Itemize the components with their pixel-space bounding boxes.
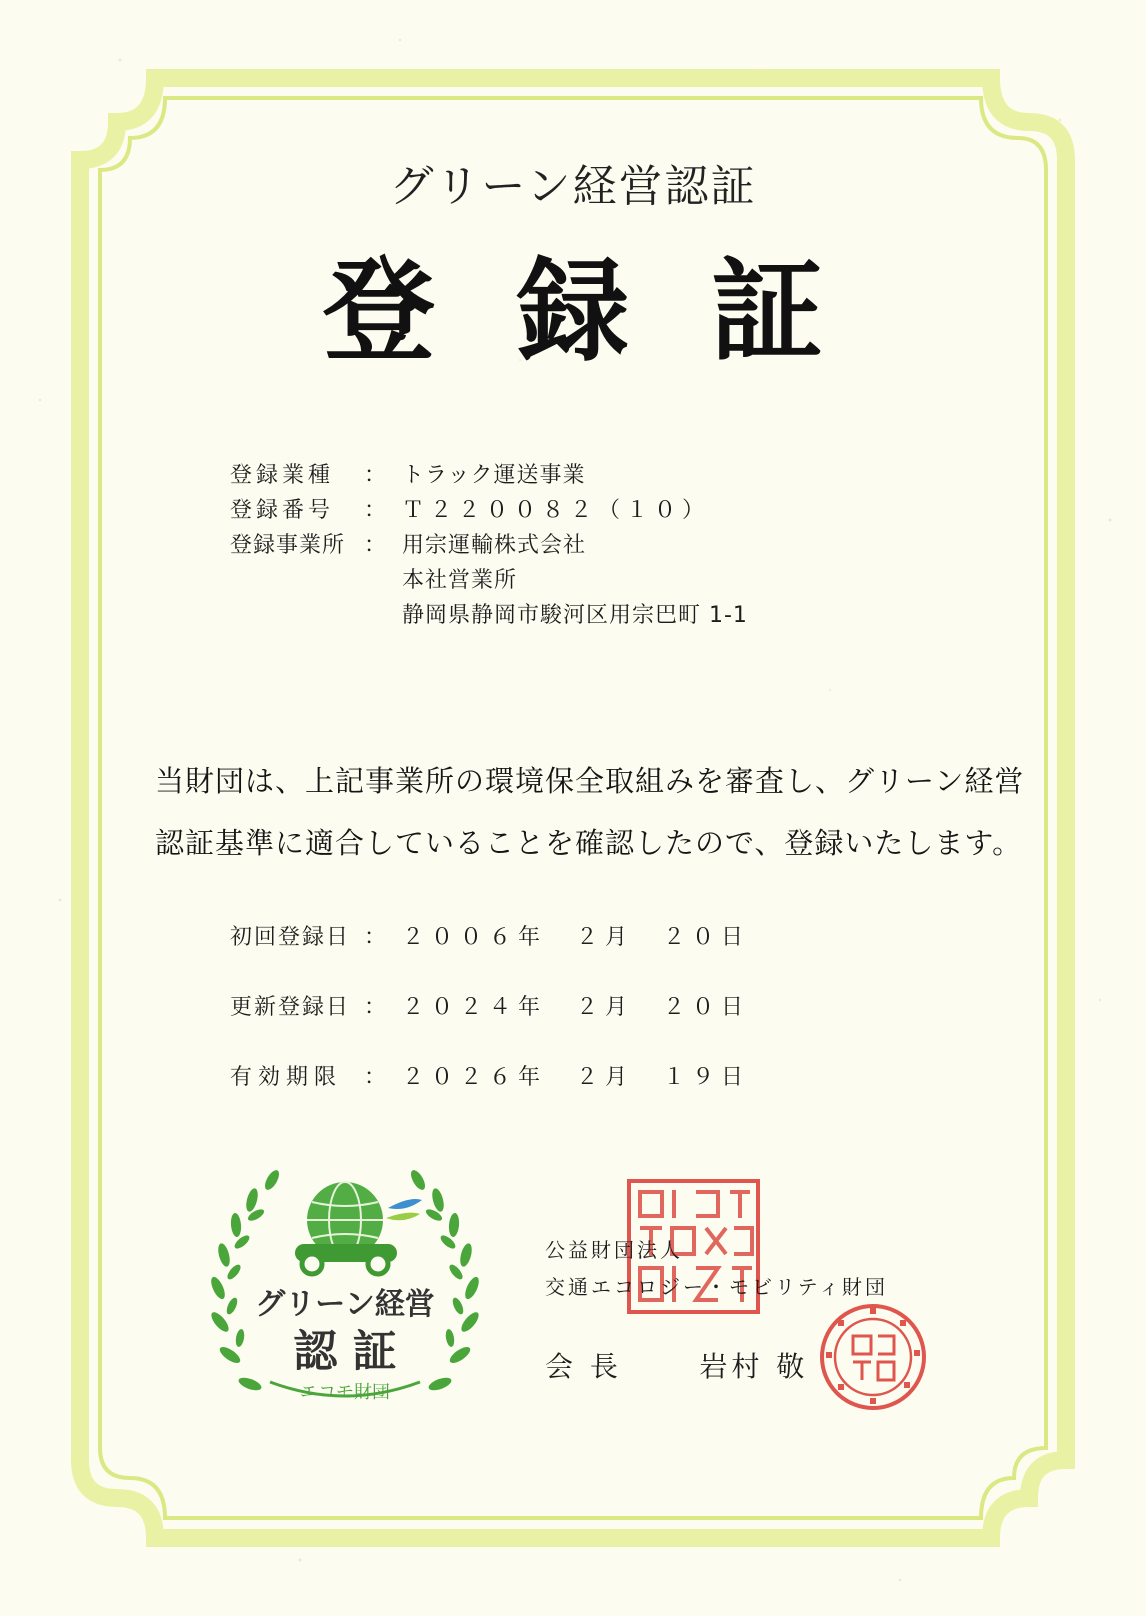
issuer-type: 公益財団法人	[545, 1238, 683, 1262]
emblem-ribbon-text: エコモ財団	[300, 1382, 390, 1403]
issuer-name: 交通エコロジー・モビリティ財団	[545, 1275, 888, 1299]
office-address-line: 静岡県静岡市駿河区用宗巴町 1-1	[402, 603, 748, 628]
emblem-label-1: グリーン経営	[255, 1287, 435, 1322]
separator: ：	[363, 533, 386, 558]
initial-date-label: 初回登録日	[230, 925, 351, 950]
business-type-label: 登録業種	[230, 463, 335, 488]
certificate-title: 登録証	[323, 247, 905, 377]
business-type-value: トラック運送事業	[402, 463, 586, 488]
office-company: 用宗運輸株式会社	[402, 533, 587, 558]
date-row-expiry	[230, 1060, 750, 1130]
renewal-date-label: 更新登録日	[230, 995, 351, 1020]
signatory	[545, 1345, 808, 1385]
separator: ：	[363, 995, 386, 1020]
reg-number-label: 登録番号	[230, 498, 335, 523]
certification-statement	[155, 750, 1025, 874]
registration-dates	[230, 920, 750, 1130]
globe-car-icon	[295, 1182, 422, 1274]
office-row	[230, 528, 748, 633]
expiry-date-label: 有効期限	[230, 1065, 343, 1090]
statement-line-2: 認証基準に適合していることを確認したので、登録いたします。	[155, 826, 1023, 860]
date-row-renewal	[230, 990, 750, 1060]
business-type-row	[230, 458, 748, 493]
certificate-subtitle: グリーン経営認証	[389, 161, 757, 212]
renewal-date-value: ２０２４年 ２月 ２０日	[402, 995, 751, 1020]
office-branch: 本社営業所	[402, 568, 518, 593]
registration-info	[230, 458, 748, 633]
office-address	[402, 528, 748, 633]
issuer	[545, 1232, 888, 1306]
expiry-date-value: ２０２６年 ２月 １９日	[402, 1065, 751, 1090]
green-management-emblem	[200, 1160, 490, 1430]
emblem-label-2: 認 証	[293, 1326, 397, 1377]
separator: ：	[363, 925, 386, 950]
signatory-title: 会 長	[545, 1350, 622, 1383]
reg-number-value: Ｔ２２００８２（１０）	[402, 498, 711, 523]
statement-line-1: 当財団は、上記事業所の環境保全取組みを審査し、グリーン経営	[155, 764, 1025, 798]
separator: ：	[363, 498, 386, 523]
reg-number-row	[230, 493, 748, 528]
office-label: 登録事業所	[230, 533, 346, 558]
separator: ：	[363, 1065, 386, 1090]
signatory-name: 岩村 敬	[699, 1350, 809, 1383]
separator: ：	[363, 463, 386, 488]
round-seal-stamp	[818, 1302, 928, 1412]
initial-date-value: ２００６年 ２月 ２０日	[402, 925, 751, 950]
date-row-initial	[230, 920, 750, 990]
